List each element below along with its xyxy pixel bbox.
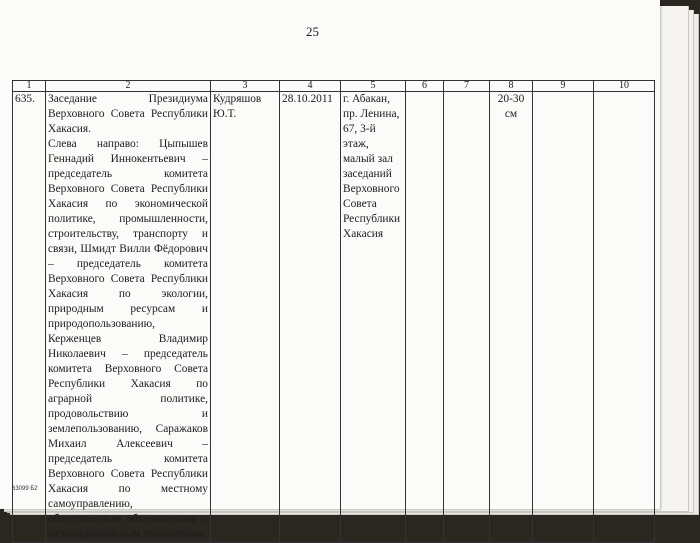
table-row (13, 92, 655, 543)
entry-date: 28.10.2011 (280, 92, 341, 543)
entry-title: Заседание Президиума Верховного Совета Республики Хакасия. (48, 93, 208, 135)
entry-col9 (533, 92, 594, 543)
column-header: 10 (594, 81, 655, 92)
entry-description: Слева направо: Цыпышев Геннадий Иннокентьевич – председатель комитета Верховного Совета Республики Хакасия по экономической политике, промышленности, строительству, транспорту и связи, Шмидт Вилли Фёдорович – председатель комитета Верховного Совета Республики Хакасия по экологии, природным ресурсам и природопользованию, Керженцев Владимир Николаевич – председатель комитета Верховного Совета Республики Хакасия по аграрной политике, продовольствию и землепользованию, Саражаков Михаил Алексеевич – председатель комитета Верховного Совета Республики Хакасия по местному самоуправлению, общественным объединениям и межнациональным отношениям (48, 138, 208, 540)
catalog-table (12, 80, 655, 543)
column-header: 9 (533, 81, 594, 92)
column-header: 1 (13, 81, 46, 92)
entry-author: Кудряшов Ю.Т. (211, 92, 280, 543)
column-header: 4 (280, 81, 341, 92)
entry-col6 (406, 92, 444, 543)
column-header: 2 (46, 81, 211, 92)
entry-place: г. Абакан, пр. Ленина, 67, 3-й этаж, малый зал заседаний Верховного Совета Республики Хакасия (341, 92, 406, 543)
column-header: 7 (444, 81, 490, 92)
print-stamp: 63099 Б2 (12, 486, 38, 492)
entry-size: 20-30 см (490, 92, 533, 543)
column-header: 3 (211, 81, 280, 92)
entry-col10 (594, 92, 655, 543)
column-number-row (13, 81, 655, 92)
column-header: 6 (406, 81, 444, 92)
entry-number: 635. (13, 92, 46, 543)
column-header: 5 (341, 81, 406, 92)
page-number: 25 (306, 24, 319, 39)
entry-description-cell (46, 92, 211, 543)
entry-col7 (444, 92, 490, 543)
column-header: 8 (490, 81, 533, 92)
